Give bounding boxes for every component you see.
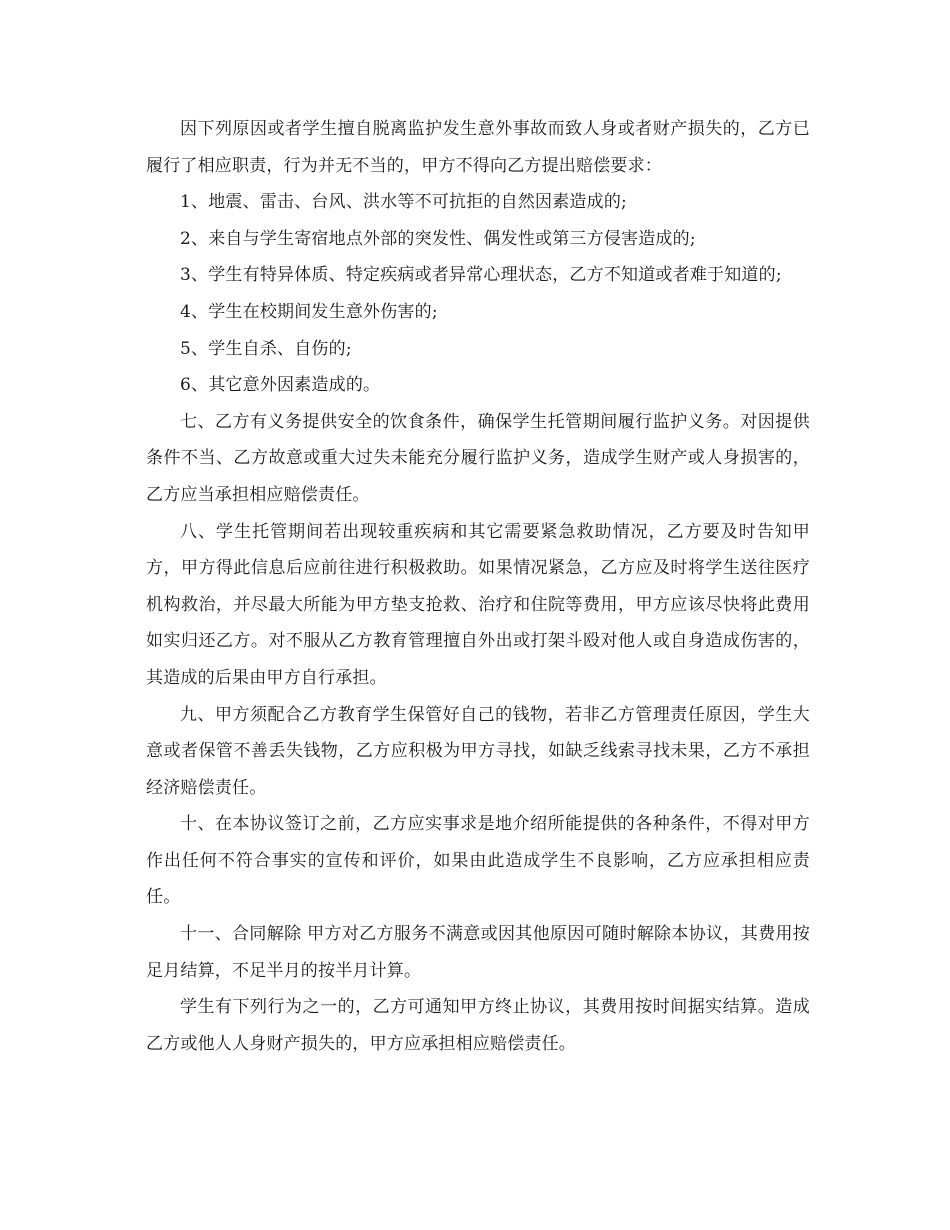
paragraph-intro: 因下列原因或者学生擅自脱离监护发生意外事故而致人身或者财产损失的，乙方已履行了相应职责，行为并无不当的，甲方不得向乙方提出赔偿要求： (146, 119, 810, 176)
list-item-1: 1、地震、雷击、台风、洪水等不可抗拒的自然因素造成的; (180, 192, 627, 213)
clause-7: 七、乙方有义务提供安全的饮食条件，确保学生托管期间履行监护义务。对因提供条件不当、乙方故意或重大过失未能充分履行监护义务，造成学生财产或人身损害的，乙方应当承担相应赔偿责任。 (146, 411, 810, 505)
clause-10: 十、在本协议签订之前，乙方应实事求是地介绍所能提供的各种条件，不得对甲方作出任何不符合事实的宣传和评价，如果由此造成学生不良影响，乙方应承担相应责任。 (146, 814, 810, 908)
list-item-3: 3、学生有特异体质、特定疾病或者异常心理状态，乙方不知道或者难于知道的; (180, 265, 782, 286)
clause-11: 十一、合同解除 甲方对乙方服务不满意或因其他原因可随时解除本协议，其费用按足月结算，不足半月的按半月计算。 (146, 924, 810, 981)
list-item-6: 6、其它意外因素造成的。 (180, 375, 381, 396)
list-item-4: 4、学生在校期间发生意外伤害的; (180, 301, 438, 322)
termination-paragraph: 学生有下列行为之一的，乙方可通知甲方终止协议，其费用按时间据实结算。造成乙方或他人人身财产损失的，甲方应承担相应赔偿责任。 (146, 997, 810, 1054)
document-body (146, 111, 810, 1062)
list-item-5: 5、学生自杀、自伤的; (180, 338, 352, 359)
list-item-2: 2、来自与学生寄宿地点外部的突发性、偶发性或第三方侵害造成的; (180, 228, 696, 249)
clause-9: 九、甲方须配合乙方教育学生保管好自己的钱物，若非乙方管理责任原因，学生大意或者保管不善丢失钱物，乙方应积极为甲方寻找，如缺乏线索寻找未果，乙方不承担经济赔偿责任。 (146, 704, 810, 798)
clause-8: 八、学生托管期间若出现较重疾病和其它需要紧急救助情况，乙方要及时告知甲方，甲方得此信息后应前往进行积极救助。如果情况紧急，乙方应及时将学生送往医疗机构救治，并尽最大所能为甲方垫支抢救、治疗和住院等费用，甲方应该尽快将此费用如实归还乙方。对不服从乙方教育管理擅自外出或打架斗殴对他人或自身造成伤害的，其造成的后果由甲方自行承担。 (146, 521, 810, 688)
